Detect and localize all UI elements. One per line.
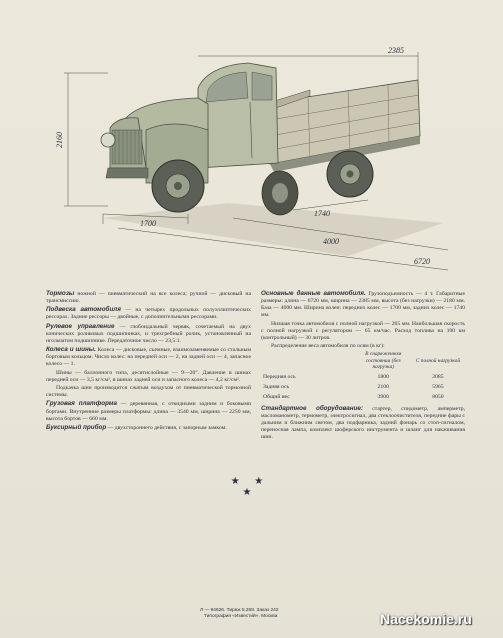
- platform-heading: Грузовая платформа: [46, 400, 117, 408]
- wheels-para: [46, 346, 251, 368]
- steering-text: — глобоидальный червяк, сочетаемый на двух конических роликовых подшипниках, и трехгребный ролик, установленный на игольчатом подшипнике. Передаточное число — 23,5:1.: [46, 323, 251, 344]
- imprint-line-2: Типография «Известий». Москва: [204, 614, 278, 620]
- dim-length: 6720: [414, 257, 430, 266]
- equipment-text: стартер, спидометр, амперметр, масломанометр, термометр, электросигнал, два стеклоочистителя, передние фары с дальним и ближним светом, два подфарника, задний фонарь со стоп-сигналом, переносная лампа, комплект шоферского инструмента и шланг для накачивания шин.: [261, 405, 465, 441]
- section-stars: ★ ★ ★: [230, 476, 270, 498]
- platform-text: — деревянная, с откидными задним и боковыми бортами. Внутренние размеры платформы: длина — 3540 мм, ширина — 2250 мм, высота бортов — 660 мм.: [46, 401, 251, 422]
- steering-heading: Рулевое управление: [46, 322, 115, 330]
- cab: [198, 63, 278, 168]
- weight-table: [261, 351, 465, 403]
- dim-height: 2160: [55, 132, 64, 148]
- imprint-line-1: Л — 94626. Тираж 5.268. Заказ 242: [200, 608, 279, 613]
- ground-para: Низшая точка автомобиля с полной нагрузкой — 265 мм. Наибольшая скорость с полной нагрузкой с регулятором — 65 км/час. Расход топлива на 100 км (контрольный) — 30 литров.: [261, 320, 465, 341]
- rear-wheel: [327, 151, 373, 197]
- truck-drawing: [48, 18, 468, 280]
- table-row: Общий вес 3900 8050: [263, 394, 444, 401]
- equipment-para: [261, 405, 465, 441]
- wheels-text: Колеса — дисковые, съемные, взаимозаменяемые со стальным бортовым кольцом. Число колес: на передней оси — 2, на задней оси — 4, запасное колесо — 1.: [46, 347, 252, 368]
- tow-text: — двухстороннего действия, с запорным замком.: [106, 424, 227, 431]
- suspension-text: — на четырех продольных полуэллиптических рессорах. Задние рессоры — двойные, с дополнительными рессорами.: [46, 307, 251, 321]
- weight-table-header: [261, 351, 465, 373]
- rear-wheel-far: [262, 171, 298, 215]
- suspension-para: [46, 306, 251, 321]
- brakes-para: [46, 290, 251, 305]
- weight-col-empty: В снаряженном состоянии (без нагрузки): [365, 351, 402, 370]
- dim-width: 2385: [388, 46, 404, 55]
- front-wheel: [152, 160, 204, 212]
- wheels-heading: Колеса и шины.: [46, 346, 96, 354]
- right-column: [261, 290, 465, 443]
- pumping-para: Подкачка шин производится сжатым воздухом от пневматической тормозной системы.: [46, 385, 251, 399]
- steering-para: [46, 323, 251, 345]
- suspension-heading: Подвеска автомобиля: [46, 306, 121, 314]
- tyres-para: Шины — баллонного типа, десятислойные — 9—20". Давление в шинах передней оси — 3,5 кг/см², в шинах задней оси и запасного колеса — 4,2 кг/см².: [46, 369, 251, 383]
- table-row: Задняя ось 2100 5965: [263, 384, 444, 391]
- dim-wheelbase: 4000: [323, 237, 339, 246]
- main-data-text: Грузоподъемность — 4 т. Габаритные размеры: длина — 6720 мм, ширина — 2385 мм, высота (без нагрузки) — 2180 мм. База — 4000 мм. Ширина колеи: передних колес — 1700 мм, задних колес — 1740 мм.: [261, 291, 466, 319]
- weight-intro: Распределение веса автомобиля по осям (в кг):: [271, 343, 385, 350]
- imprint: [200, 608, 360, 620]
- main-data-para: [261, 290, 465, 319]
- tow-heading: Буксирный прибор: [46, 423, 107, 431]
- platform-para: [46, 400, 251, 422]
- dim-front-track: 1700: [140, 219, 156, 228]
- main-data-heading: Основные данные автомобиля.: [261, 290, 366, 297]
- brakes-heading: Тормозы: [46, 290, 75, 297]
- equipment-heading: Стандартное оборудование:: [261, 404, 364, 412]
- tow-para: [46, 424, 251, 432]
- table-row: Передняя ось 1800 2085: [263, 374, 444, 381]
- watermark: Nacekomie.ru: [380, 611, 472, 627]
- dim-rear-track: 1740: [314, 209, 330, 218]
- left-column: [46, 290, 251, 433]
- brakes-text: ножной — пневматический на все колеса; ручной — дисковый на трансмиссию.: [46, 291, 251, 305]
- weight-col-full: С полной нагрузкой: [415, 357, 461, 364]
